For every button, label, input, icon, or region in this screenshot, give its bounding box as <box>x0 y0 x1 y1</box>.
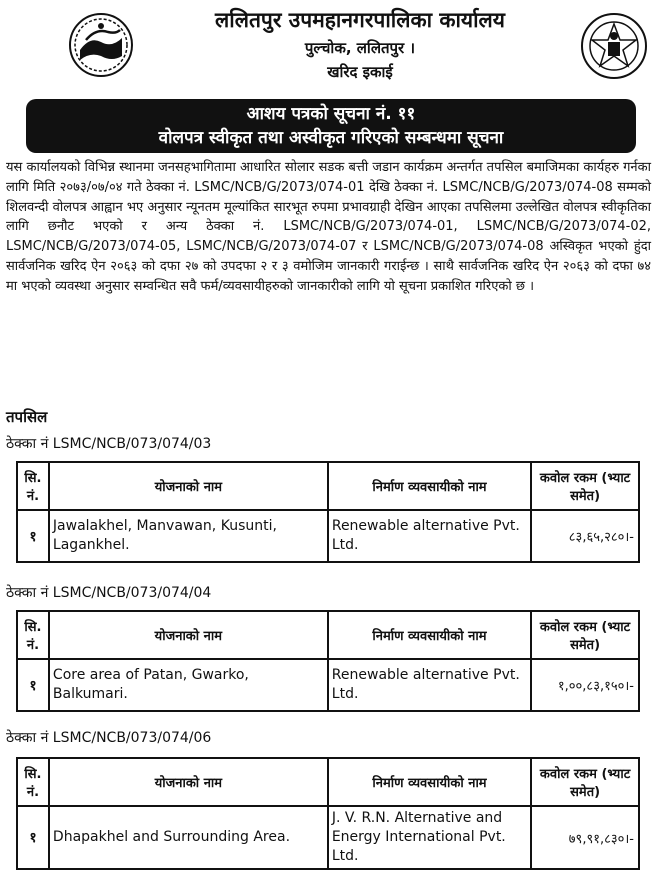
contract-number-label: ठेक्का नं LSMC/NCB/073/074/03 <box>6 436 212 452</box>
bid-amount-header: कवोल रकम (भ्याट समेत) <box>531 758 639 806</box>
notice-header <box>0 0 658 96</box>
table-row <box>17 806 639 869</box>
contractor-name-header: निर्माण व्यवसायीको नाम <box>328 758 531 806</box>
table-header-row <box>17 758 639 806</box>
contract-table <box>16 610 640 712</box>
schedule-heading: तपसिल <box>6 408 48 426</box>
bid-amount: ८३,६५,२८०।- <box>531 510 639 562</box>
bid-amount: १,००,८३,१५०।- <box>531 659 639 711</box>
contractor-name: Renewable alternative Pvt. Ltd. <box>328 510 531 562</box>
contract-table <box>16 461 640 563</box>
organization-name: ललितपुर उपमहानगरपालिका कार्यालय <box>215 8 505 32</box>
project-name-header: योजनाको नाम <box>49 462 328 510</box>
organization-address: पुल्चोक, ललितपुर । <box>304 39 416 57</box>
table-row <box>17 510 639 562</box>
serial-number-header: सि. नं. <box>17 758 49 806</box>
serial-number: १ <box>17 510 49 562</box>
project-name: Dhapakhel and Surrounding Area. <box>49 806 328 869</box>
table-row <box>17 659 639 711</box>
organization-unit: खरिद इकाई <box>327 63 393 81</box>
serial-number-header: सि. नं. <box>17 611 49 659</box>
contract-number-label: ठेक्का नं LSMC/NCB/073/074/06 <box>6 730 212 746</box>
national-emblem-icon <box>580 10 648 82</box>
project-name-header: योजनाको नाम <box>49 611 328 659</box>
notice-subject: वोलपत्र स्वीकृत तथा अस्वीकृत गरिएको सम्बन्धमा सूचना <box>158 128 504 148</box>
table-header-row <box>17 611 639 659</box>
municipality-emblem-icon <box>68 12 134 78</box>
contractor-name-header: निर्माण व्यवसायीको नाम <box>328 462 531 510</box>
serial-number: १ <box>17 659 49 711</box>
notice-body-text: यस कार्यालयको विभिन्न स्थानमा जनसहभागितामा आधारित सोलार सडक बत्ती जडान कार्यक्रम अन्तर्गत तपसिल बमाजिमका कार्यहरु गर्नका लागि मिति २०७३/०७/०४ गते ठेक्का नं. LSMC/NCB/G/2073/074-01 देखि ठेक्का नं. LSMC/NCB/G/2073/074-08 सम्मको शिलवन्दी वोलपत्र आह्वान भए अनुसार न्यूनतम मूल्यांकित सारभूत रुपमा प्रभावग्राही देखिन आएका तपसिलमा उल्लेखित वोलपत्र स्वीकृतिका लागि छनौट भएको र अन्य ठेक्का नं. LSMC/NCB/G/2073/074-01, LSMC/NCB/G/2073/074-02, LSMC/NCB/G/2073/074-05, LSMC/NCB/G/2073/074-07 र LSMC/NCB/G/2073/074-08 अस्विकृत भएको हुंदा सार्वजनिक खरिद ऐन २०६३ को दफा २७ को उपदफा २ र ३ वमोजिम जानकारी गराईन्छ । साथै सार्वजनिक खरिद ऐन २०६३ को दफा ७४ मा भएको व्यवस्था अनुसार सम्वन्धित सवै फर्म/व्यवसायीहरुको जानकारीको लागि यो सूचना प्रकाशित गरिएको छ । <box>6 160 651 294</box>
contractor-name: Renewable alternative Pvt. Ltd. <box>328 659 531 711</box>
contract-table <box>16 757 640 870</box>
serial-number: १ <box>17 806 49 869</box>
bid-amount-header: कवोल रकम (भ्याट समेत) <box>531 611 639 659</box>
bid-amount: ७९,९१,८३०।- <box>531 806 639 869</box>
project-name: Core area of Patan, Gwarko, Balkumari. <box>49 659 328 711</box>
serial-number-header: सि. नं. <box>17 462 49 510</box>
project-name: Jawalakhel, Manvawan, Kusunti, Lagankhel. <box>49 510 328 562</box>
contractor-name-header: निर्माण व्यवसायीको नाम <box>328 611 531 659</box>
notice-title-banner <box>26 99 636 153</box>
contract-number-label: ठेक्का नं LSMC/NCB/073/074/04 <box>6 585 212 601</box>
table-header-row <box>17 462 639 510</box>
notice-number: आशय पत्रको सूचना नं. ११ <box>246 104 416 124</box>
bid-amount-header: कवोल रकम (भ्याट समेत) <box>531 462 639 510</box>
project-name-header: योजनाको नाम <box>49 758 328 806</box>
contractor-name: J. V. R.N. Alternative and Energy International Pvt. Ltd. <box>328 806 531 869</box>
